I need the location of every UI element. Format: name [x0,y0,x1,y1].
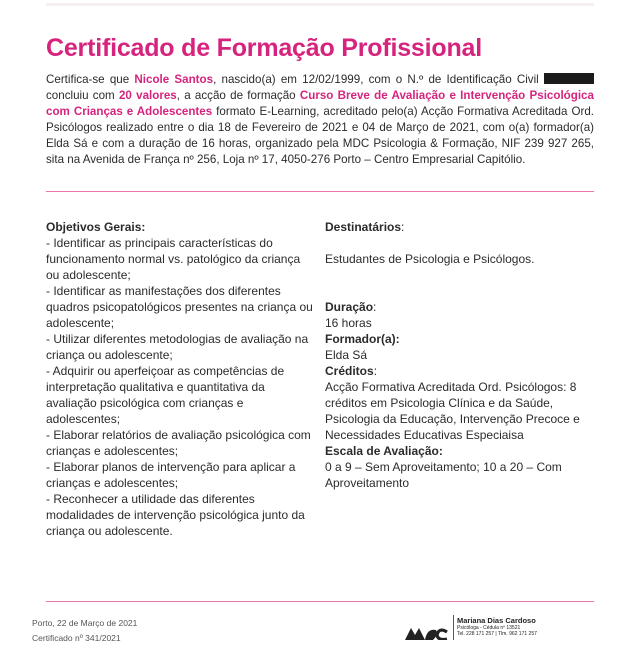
duration-value: 16 horas [325,316,372,330]
objective-line: crianças e adolescentes; [46,476,179,490]
objective-line: - Utilizar diferentes metodologias de avaliação na [46,332,309,346]
objective-line: adolescente; [46,316,115,330]
place-date: Porto, 22 de Março de 2021 [32,618,138,628]
format-text: formato E-Learning, acreditado pelo(a) Acção Formativa Acreditada Ord. [216,105,594,118]
scale-value [325,459,587,491]
course-name-line-2: com Crianças e Adolescentes [46,105,213,118]
action-label: , a acção de formação [176,89,296,102]
credits-row [325,363,587,379]
trainer-value: Elda Sá [325,348,368,362]
statement-line-6: sita na Avenida de França nº 256, Loja nº 17, 4050-276 Porto – Centro Empresarial Capitólio. [46,153,526,166]
duration-label: Duração [325,300,374,314]
scale-label: Escala de Avaliação [325,444,439,458]
statement-line-1 [46,72,594,88]
signature-block [457,617,537,637]
credits-line: Psicologia da Educação, Intervenção Precoce e [325,412,580,426]
objectives-section [46,219,316,539]
objective-line: crianças e adolescentes; [46,444,179,458]
objective-line: criança ou adolescente; [46,348,173,362]
statement-line-5: Elda Sá e com a duração de 16 horas, organizado pela MDC Psicologia & Formação, NIF 239 927 265, [46,137,594,150]
recipients-label: Destinatários [325,220,402,234]
redacted-id [544,73,594,84]
objective-line: - Adquirir ou aperfeiçoar as competências de [46,364,285,378]
scale-line: Aproveitamento [325,476,410,490]
objective-line: ou adolescente; [46,268,131,282]
section-divider [46,191,594,192]
objectives-heading: Objetivos Gerais: [46,220,146,234]
signatory-name: Mariana Dias Cardoso [457,616,536,625]
credits-line: créditos em Psicologia Clínica e da Saúde, [325,396,554,410]
credits-colon: : [373,364,378,378]
credits-label: Créditos [325,364,374,378]
details-section [325,219,587,491]
concluded-text: concluiu com [46,89,115,102]
signatory-phone: Tel. 228 171 257 | Tlm. 962 171 257 [457,631,537,637]
objective-line: avaliação psicológica com crianças e [46,396,244,410]
trainer-row [325,331,587,347]
statement-line-2 [46,88,594,104]
signature-divider [453,615,454,640]
statement-line-4: Psicólogos realizado entre o dia 18 de Fevereiro de 2021 e 04 de Março de 2021, com o(a) formador(a) [46,121,594,134]
duration-row [325,299,587,315]
scale-line: 0 a 9 – Sem Aproveitamento; 10 a 20 – Com [325,460,562,474]
recipients-colon: : [401,220,405,234]
trainer-label: Formador(a) [325,332,396,346]
scale-row [325,443,587,459]
credits-line: Acção Formativa Acreditada Ord. Psicólogos: 8 [325,380,577,394]
objectives-list [46,235,316,539]
objective-line: interpretação qualitativa e quantitativa da [46,380,265,394]
id-label: , com o N.º de Identificação Civil [360,73,539,86]
objective-line: quadros psicopatológicos presentes na criança ou [46,300,313,314]
trainer-colon: : [395,332,400,346]
objective-line: funcionamento normal vs. patológico da criança [46,252,301,266]
objective-line: modalidades de intervenção psicológica junto da [46,508,305,522]
birth-date: 12/02/1999 [302,73,361,86]
objective-line: - Reconhecer a utilidade das diferentes [46,492,255,506]
recipients-value: Estudantes de Psicologia e Psicólogos. [325,252,535,266]
trainee-name: Nicole Santos [134,73,214,86]
credits-line: Necessidades Educativas Especiaisa [325,428,524,442]
recipients-row [325,219,587,235]
objective-line: - Elaborar planos de intervenção para aplicar a [46,460,296,474]
signatory-license: Psicóloga - Cédula nº 13521 [457,625,521,631]
top-divider [46,3,594,6]
born-label: , nascido(a) em [213,73,297,86]
objective-line: - Identificar as manifestações dos diferentes [46,284,281,298]
footer [32,616,137,646]
duration-colon: : [373,300,377,314]
objective-line: - Elaborar relatórios de avaliação psicológica com [46,428,311,442]
grade-value: 20 valores [118,89,177,102]
objective-line: adolescentes; [46,412,121,426]
page-title: Certificado de Formação Profissional [46,34,482,62]
course-name-line-1: Curso Breve de Avaliação e Intervenção Psicológica [299,89,594,102]
credits-value [325,379,587,443]
certificate-number: Certificado nº 341/2021 [32,633,121,643]
footer-divider [46,601,594,602]
objective-line: - Identificar as principais características do [46,236,273,250]
certificate-statement [46,72,594,168]
statement-line-3 [46,104,594,120]
objective-line: criança ou adolescente. [46,524,173,538]
intro-text: Certifica-se que [46,73,130,86]
scale-colon: : [438,444,443,458]
mdc-logo-icon [403,624,449,640]
